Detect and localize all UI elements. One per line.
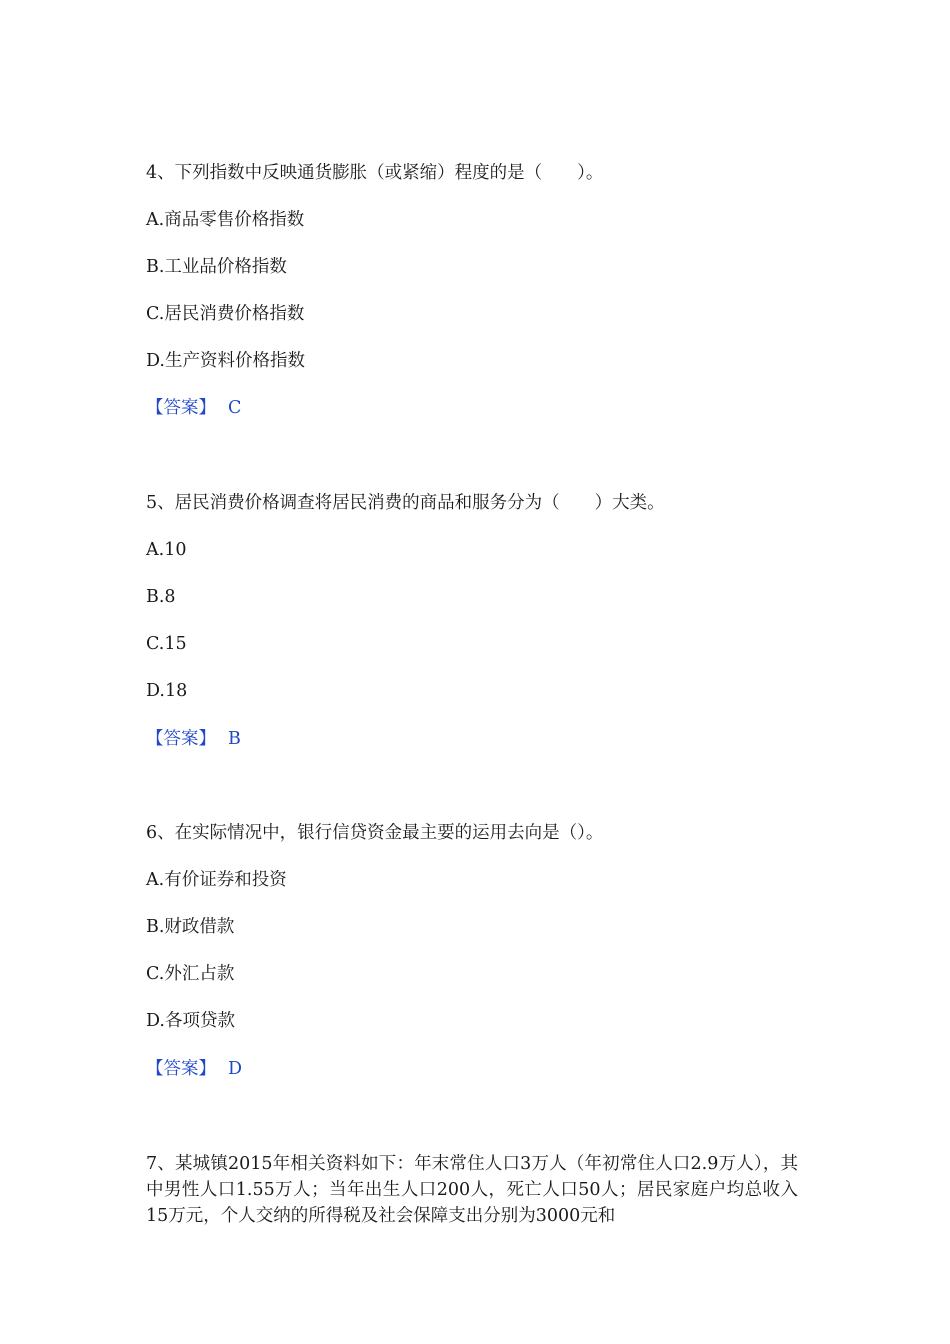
question-6-option-d: D.各项贷款 xyxy=(146,1011,235,1031)
answer-value: C xyxy=(228,398,242,418)
answer-label: 【答案】 xyxy=(146,1059,216,1079)
question-4-stem: 4、下列指数中反映通货膨胀（或紧缩）程度的是（ ）。 xyxy=(146,163,604,183)
question-4-answer xyxy=(146,396,241,420)
answer-label: 【答案】 xyxy=(146,398,216,418)
question-5-option-d: D.18 xyxy=(146,681,188,701)
question-6-option-a: A.有价证券和投资 xyxy=(146,870,287,890)
question-6-stem: 6、在实际情况中，银行信贷资金最主要的运用去向是（）。 xyxy=(146,823,604,843)
question-5-option-b: B.8 xyxy=(146,587,176,607)
answer-value: D xyxy=(228,1059,243,1079)
question-5-option-a: A.10 xyxy=(146,540,187,560)
question-6-option-c: C.外汇占款 xyxy=(146,964,235,984)
question-4-option-d: D.生产资料价格指数 xyxy=(146,351,305,371)
answer-label: 【答案】 xyxy=(146,729,216,749)
answer-value: B xyxy=(228,729,241,749)
question-4-option-b: B.工业品价格指数 xyxy=(146,257,287,277)
question-6-option-b: B.财政借款 xyxy=(146,917,235,937)
question-5-stem: 5、居民消费价格调查将居民消费的商品和服务分为（ ）大类。 xyxy=(146,493,665,513)
question-5-option-c: C.15 xyxy=(146,634,187,654)
question-6-answer xyxy=(146,1057,242,1081)
question-4-option-c: C.居民消费价格指数 xyxy=(146,304,305,324)
question-4-option-a: A.商品零售价格指数 xyxy=(146,210,305,230)
question-5-answer xyxy=(146,727,241,751)
question-7-text: 7、某城镇2015年相关资料如下：年末常住人口3万人（年初常住人口2.9万人），其中男性人口1.55万人；当年出生人口200人，死亡人口50人；居民家庭户均总收入15万元，个人交纳的所得税及社会保障支出分别为3000元和 xyxy=(146,1154,798,1226)
